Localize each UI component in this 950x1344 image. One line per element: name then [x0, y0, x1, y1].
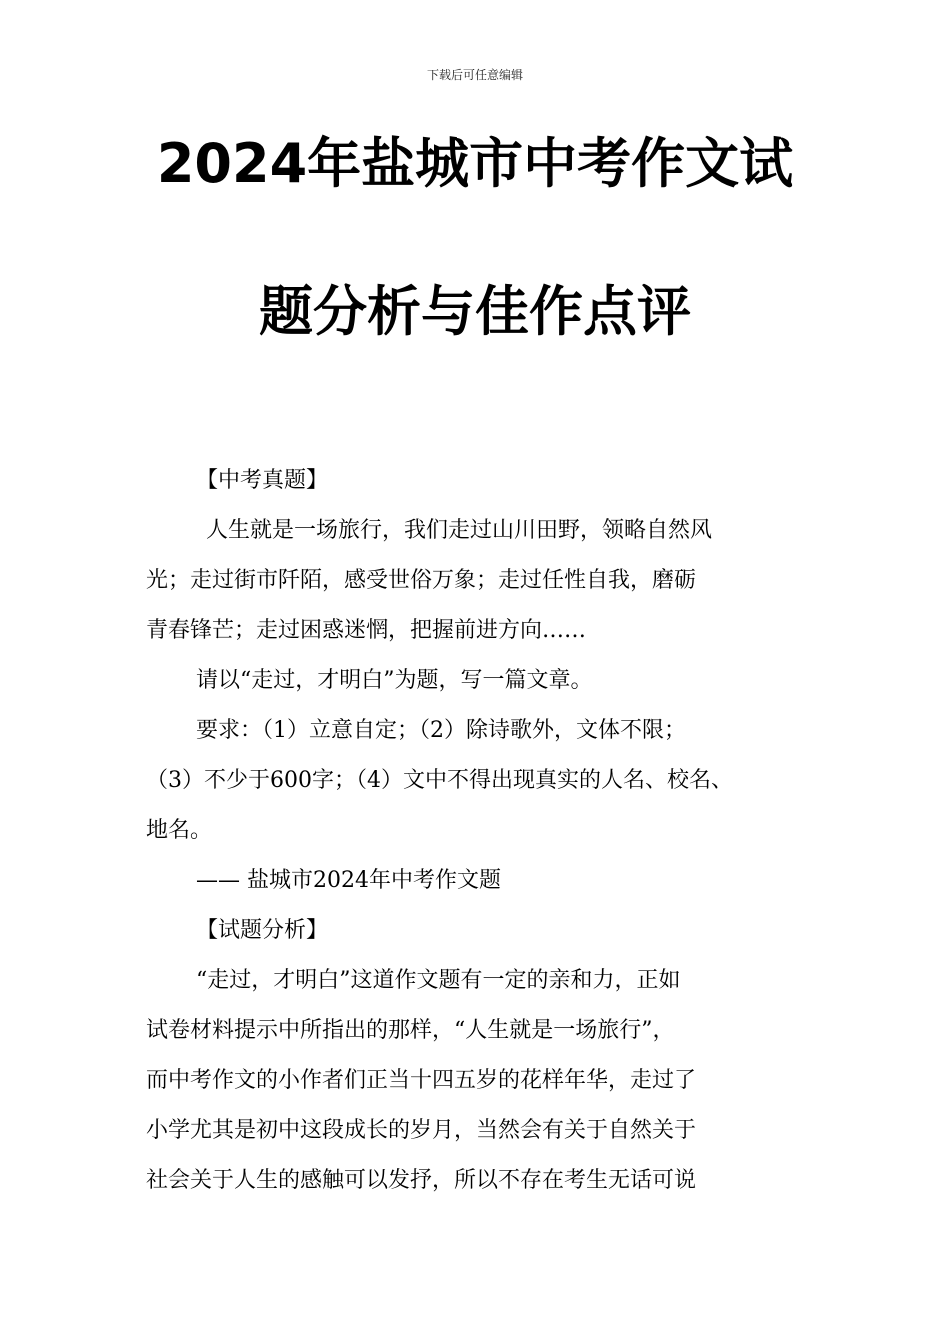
page-title-line-1: 2024年盐城市中考作文试	[156, 132, 794, 195]
section-heading-analysis: 【试题分析】	[196, 918, 329, 943]
section-heading-real-exam: 【中考真题】	[196, 468, 329, 493]
prompt-line: 光；走过街市阡陌，感受世俗万象；走过任性自我，磨砺	[146, 568, 697, 593]
source-line: —— 盐城市2024年中考作文题	[196, 868, 501, 893]
requirements-line: 地名。	[146, 818, 213, 843]
instruction-line: 请以“走过，才明白”为题，写一篇文章。	[196, 668, 593, 693]
prompt-line: 青春锋芒；走过困惑迷惘，把握前进方向……	[146, 618, 587, 643]
page-title-line-2: 题分析与佳作点评	[259, 280, 691, 343]
analysis-line: “走过，才明白”这道作文题有一定的亲和力，正如	[196, 968, 681, 993]
header-note: 下载后可任意编辑	[426, 68, 523, 82]
requirements-line: 要求：（1）立意自定；（2）除诗歌外，文体不限；	[196, 718, 686, 743]
prompt-line: 人生就是一场旅行，我们走过山川田野，领略自然风	[206, 518, 713, 543]
requirements-line: （3）不少于600字；（4）文中不得出现真实的人名、校名、	[146, 768, 733, 793]
analysis-line: 小学尤其是初中这段成长的岁月，当然会有关于自然关于	[146, 1118, 697, 1143]
analysis-line: 而中考作文的小作者们正当十四五岁的花样年华，走过了	[146, 1068, 697, 1093]
analysis-line: 社会关于人生的感触可以发抒，所以不存在考生无话可说	[146, 1168, 697, 1193]
analysis-line: 试卷材料提示中所指出的那样，“人生就是一场旅行”，	[146, 1018, 675, 1043]
